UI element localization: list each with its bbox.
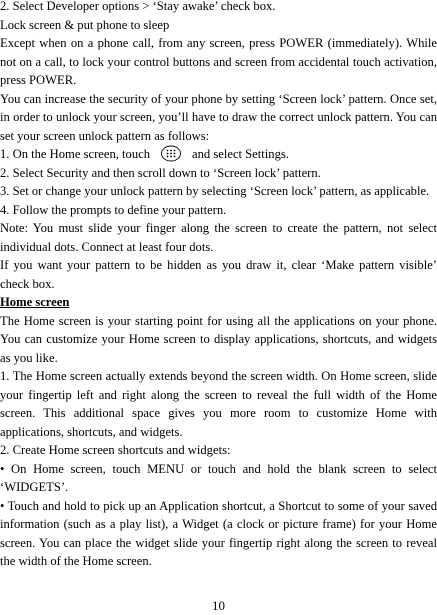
- paragraph-step-3: 3. Set or change your unlock pattern by selecting ‘Screen lock’ pattern, as applicable.: [0, 184, 430, 199]
- bullet-touch-hold: • Touch and hold to pick up an Application shortcut, a Shortcut to some of your saved information (such as a play list), a Widget (a clock or picture frame) for your Home screen. You can place the widget slide your fingertip right along the screen to reveal the width of the Home screen.: [0, 498, 437, 569]
- bullet-touch-menu: • On Home screen, touch MENU or touch and hold the blank screen to select ‘WIDGETS’.: [0, 461, 437, 495]
- paragraph-hidden-pattern: If you want your pattern to be hidden as you draw it, clear ‘Make pattern visible’ check box.: [0, 258, 437, 291]
- page-number: 10: [212, 598, 225, 613]
- paragraph-security-pattern: You can increase the security of your phone by setting ‘Screen lock’ pattern. Once set, in order to unlock your screen, you’ll have to draw the correct unlock pattern. You can set your screen unlock pattern as follows:: [0, 91, 437, 143]
- paragraph-step-2: 2. Select Security and then scroll down to ‘Screen lock’ pattern.: [0, 165, 321, 180]
- paragraph-home-intro: The Home screen is your starting point for using all the applications on your phone. You can customize your Home screen to display applications, shortcuts, and widgets as you like.: [0, 313, 437, 365]
- section-heading-home-screen: Home screen: [0, 295, 70, 310]
- paragraph-lock-instructions: Except when on a phone call, from any screen, press POWER (immediately). While not on a call, to lock your control buttons and screen from accidental touch activation, press POWER.: [0, 36, 437, 87]
- paragraph-developer-options: 2. Select Developer options > ‘Stay awake’ check box.: [0, 0, 276, 13]
- menu-dots-icon: [160, 145, 182, 162]
- paragraph-step-4: 4. Follow the prompts to define your pattern.: [0, 202, 227, 217]
- paragraph-create-shortcuts: 2. Create Home screen shortcuts and widgets:: [0, 443, 231, 458]
- paragraph-lock-screen-title: Lock screen & put phone to sleep: [0, 17, 170, 32]
- paragraph-step-1: [0, 145, 437, 164]
- paragraph-note: Note: You must slide your finger along the screen to create the pattern, not select individual dots. Connect at least four dots.: [0, 221, 437, 254]
- step-1-text-after: and select Settings.: [192, 147, 289, 161]
- paragraph-home-extends: 1. The Home screen actually extends beyond the screen width. On Home screen, slide your fingertip left and right along the screen to reveal the full width of the Home screen. This additional space gives you more room to customize Home with applications, shortcuts, and widgets.: [0, 369, 437, 439]
- step-1-text-before: 1. On the Home screen, touch: [0, 147, 151, 161]
